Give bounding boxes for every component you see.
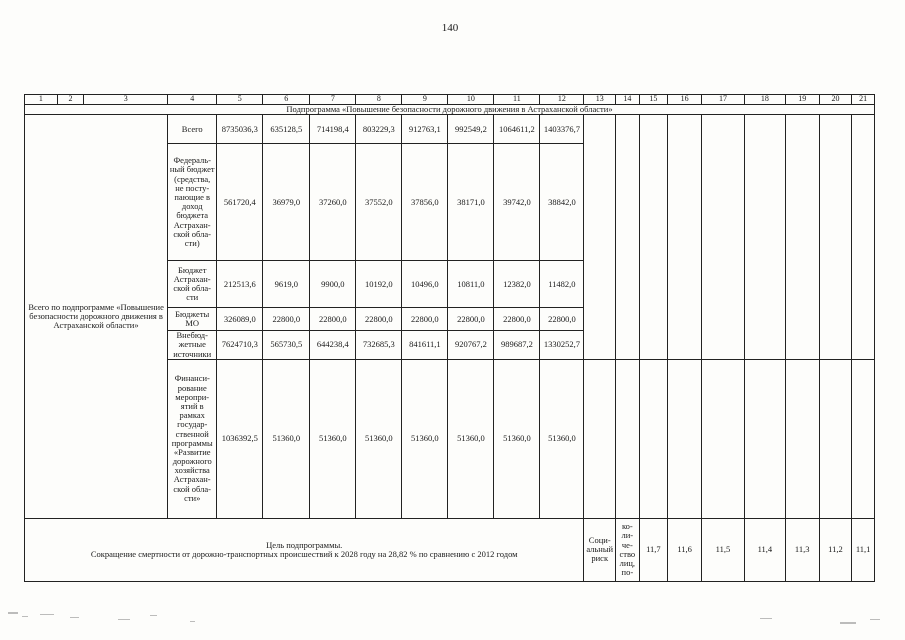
- table-cell: 912763,1: [402, 115, 448, 144]
- column-header: 16: [668, 95, 702, 105]
- empty-cell: [701, 359, 744, 518]
- table-cell: 22800,0: [540, 308, 584, 331]
- table-row: [25, 115, 875, 144]
- table-cell: 37856,0: [402, 144, 448, 261]
- empty-cell: [819, 115, 852, 360]
- row-label: Федераль-ный бюджет (средства, не посту-пающие в доход бюджета Астрахан-ской обла-сти): [168, 144, 217, 261]
- empty-cell: [744, 115, 785, 360]
- column-header: 2: [57, 95, 84, 105]
- table-cell: 1036392,5: [217, 359, 263, 518]
- table-cell: 212513,6: [217, 261, 263, 308]
- table-cell: 38842,0: [540, 144, 584, 261]
- table-cell: 11,3: [785, 518, 819, 581]
- column-header: 15: [639, 95, 668, 105]
- table-cell: 22800,0: [310, 308, 356, 331]
- table-cell: 1403376,7: [540, 115, 584, 144]
- table-cell: 561720,4: [217, 144, 263, 261]
- column-number-row: [25, 95, 875, 105]
- table-cell: 11,4: [744, 518, 785, 581]
- empty-cell: [852, 115, 875, 360]
- table-cell: 11482,0: [540, 261, 584, 308]
- empty-cell: [852, 359, 875, 518]
- empty-cell: [639, 359, 668, 518]
- goal-title: Цель подпрограммы.: [266, 539, 343, 550]
- column-header: 17: [701, 95, 744, 105]
- subprogram-row: [25, 105, 875, 115]
- table-cell: 992549,2: [448, 115, 494, 144]
- column-header: 3: [84, 95, 168, 105]
- table-cell: 22800,0: [448, 308, 494, 331]
- table-cell: 51360,0: [402, 359, 448, 518]
- goal-text: Сокращение смертности от дорожно-транспортных происшествий к 2028 году на 28,82 % по сравнению с 2012 годом: [90, 548, 518, 559]
- empty-cell: [744, 359, 785, 518]
- table-cell: 36979,0: [263, 144, 310, 261]
- table-cell: 732685,3: [356, 331, 402, 360]
- empty-cell: [668, 115, 702, 360]
- column-header: 5: [217, 95, 263, 105]
- table-cell: 51360,0: [310, 359, 356, 518]
- budget-table: [24, 94, 875, 582]
- empty-cell: [639, 115, 668, 360]
- column-header: 14: [616, 95, 640, 105]
- empty-cell: [785, 115, 819, 360]
- row-label: Бюджеты МО: [168, 308, 217, 331]
- empty-cell: [785, 359, 819, 518]
- column-header: 10: [448, 95, 494, 105]
- table-cell: 10496,0: [402, 261, 448, 308]
- table-cell: 803229,3: [356, 115, 402, 144]
- empty-cell: [668, 359, 702, 518]
- column-header: 13: [584, 95, 616, 105]
- page-number: 140: [441, 22, 459, 34]
- table-cell: 9900,0: [310, 261, 356, 308]
- table-cell: 22800,0: [356, 308, 402, 331]
- table-cell: 51360,0: [356, 359, 402, 518]
- table-cell: 22800,0: [263, 308, 310, 331]
- column-header: 7: [310, 95, 356, 105]
- table-cell: 1064611,2: [494, 115, 540, 144]
- table-cell: 11,2: [819, 518, 852, 581]
- table-cell: 51360,0: [263, 359, 310, 518]
- total-label: Всего по подпрограмме «Повышение безопасности дорожного движения в Астраханской области»: [25, 115, 168, 519]
- table-cell: 39742,0: [494, 144, 540, 261]
- table-cell: 22800,0: [494, 308, 540, 331]
- empty-cell: [584, 359, 616, 518]
- table-cell: 38171,0: [448, 144, 494, 261]
- column-header: 12: [540, 95, 584, 105]
- table-cell: 920767,2: [448, 331, 494, 360]
- table-cell: 11,1: [852, 518, 875, 581]
- column-header: 4: [168, 95, 217, 105]
- table-cell: 51360,0: [448, 359, 494, 518]
- table-cell: 10811,0: [448, 261, 494, 308]
- table-cell: 1330252,7: [540, 331, 584, 360]
- table-cell: 10192,0: [356, 261, 402, 308]
- empty-cell: [584, 115, 616, 360]
- indicator-unit: ко-ли-че-ство лиц, по-: [616, 518, 640, 581]
- table-cell: 11,7: [639, 518, 668, 581]
- indicator-name: Соци-альный риск: [584, 518, 616, 581]
- table-cell: 51360,0: [494, 359, 540, 518]
- table-cell: 9619,0: [263, 261, 310, 308]
- table-cell: 11,6: [668, 518, 702, 581]
- column-header: 1: [25, 95, 58, 105]
- goal-cell: [25, 518, 584, 581]
- empty-cell: [616, 359, 640, 518]
- empty-cell: [701, 115, 744, 360]
- table-cell: 22800,0: [402, 308, 448, 331]
- table-cell: 714198,4: [310, 115, 356, 144]
- table-cell: 51360,0: [540, 359, 584, 518]
- table-cell: 8735036,3: [217, 115, 263, 144]
- column-header: 9: [402, 95, 448, 105]
- column-header: 20: [819, 95, 852, 105]
- table-cell: 644238,4: [310, 331, 356, 360]
- table-cell: 635128,5: [263, 115, 310, 144]
- table-cell: 841611,1: [402, 331, 448, 360]
- table-cell: 11,5: [701, 518, 744, 581]
- column-header: 21: [852, 95, 875, 105]
- column-header: 18: [744, 95, 785, 105]
- table-cell: 565730,5: [263, 331, 310, 360]
- column-header: 11: [494, 95, 540, 105]
- row-label: Бюджет Астрахан-ской обла-сти: [168, 261, 217, 308]
- table-cell: 326089,0: [217, 308, 263, 331]
- empty-cell: [616, 115, 640, 360]
- table-cell: 989687,2: [494, 331, 540, 360]
- scan-noise: [0, 600, 905, 640]
- subprogram-title: Подпрограмма «Повышение безопасности дорожного движения в Астраханской области»: [25, 105, 875, 115]
- row-label: Финанси-рование меропри-ятий в рамках государ-ственной программы «Развитие дорожного хозяйства Астрахан-ской обла-сти»: [168, 359, 217, 518]
- table-cell: 37552,0: [356, 144, 402, 261]
- row-label: Всего: [168, 115, 217, 144]
- column-header: 6: [263, 95, 310, 105]
- empty-cell: [819, 359, 852, 518]
- table-cell: 7624710,3: [217, 331, 263, 360]
- row-label: Внебюд-жетные источники: [168, 331, 217, 360]
- table-cell: 37260,0: [310, 144, 356, 261]
- column-header: 8: [356, 95, 402, 105]
- column-header: 19: [785, 95, 819, 105]
- table-cell: 12382,0: [494, 261, 540, 308]
- goal-row: [25, 518, 875, 581]
